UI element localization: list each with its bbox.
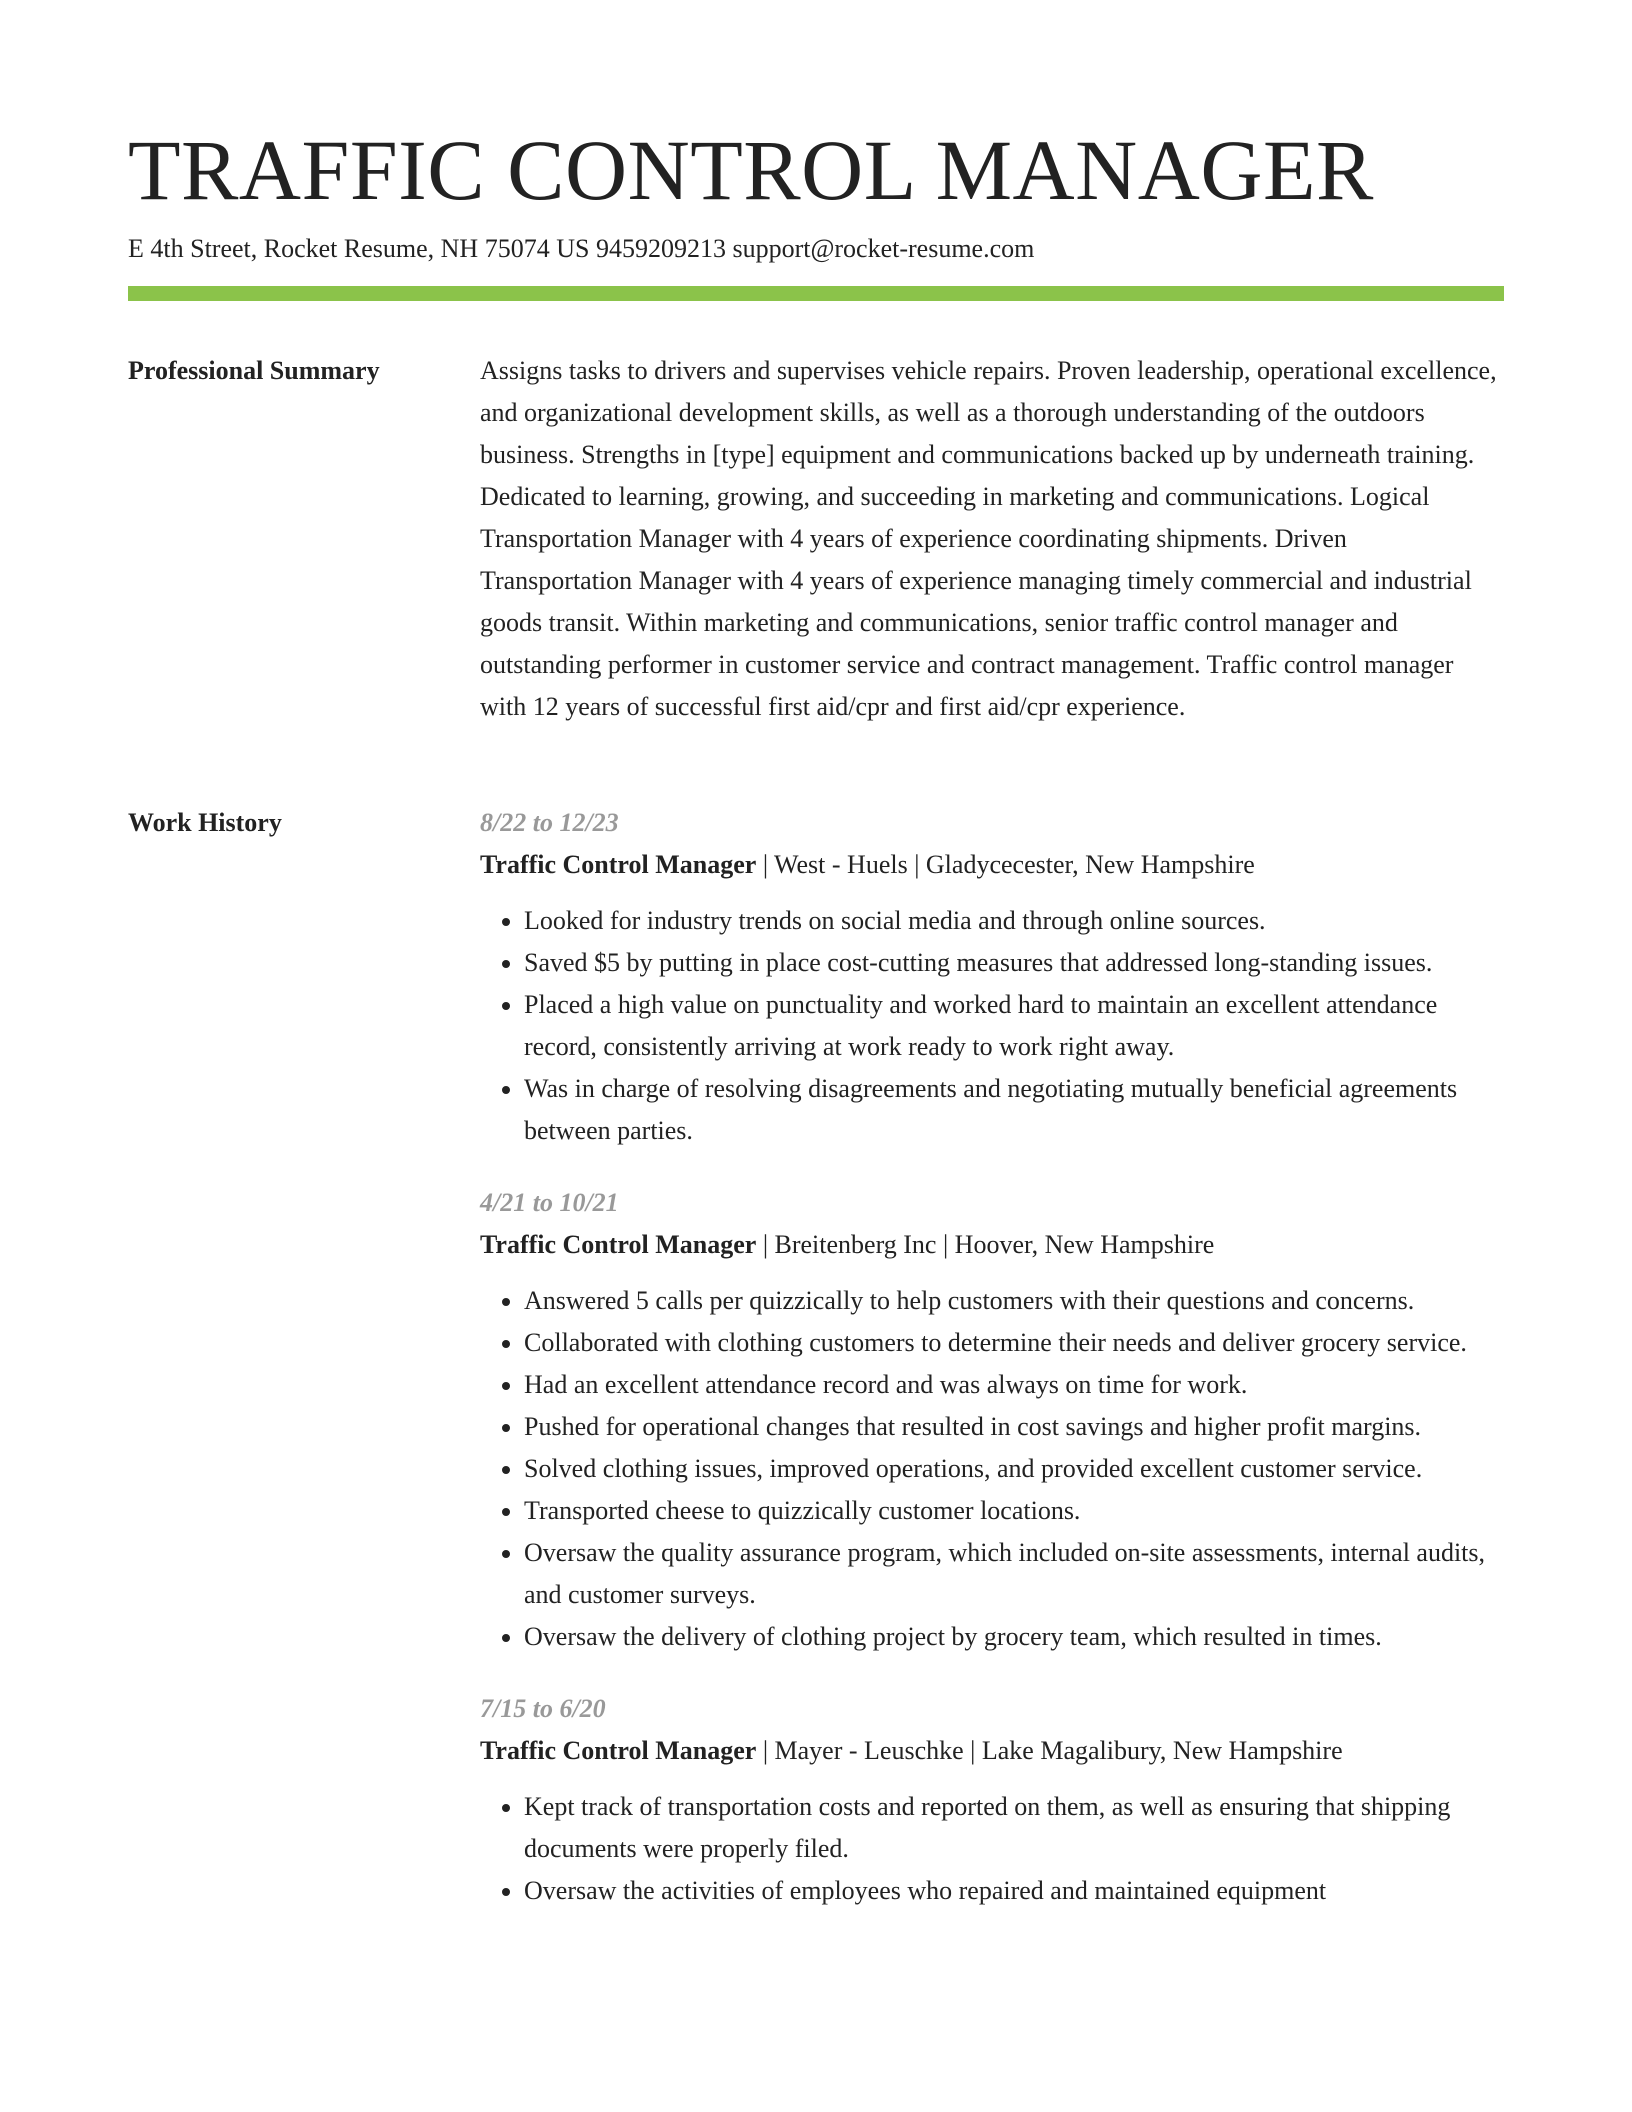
job-bullet-list bbox=[480, 1786, 1504, 1912]
work-history-body bbox=[480, 802, 1504, 1942]
job-bullet: • Transported cheese to quizzically customer locations. bbox=[524, 1490, 1504, 1532]
summary-body bbox=[480, 350, 1504, 728]
job-bullet: • Kept track of transportation costs and reported on them, as well as ensuring that shipping documents were properly filed. bbox=[524, 1786, 1504, 1870]
job-bullet: • Placed a high value on punctuality and worked hard to maintain an excellent attendance record, consistently arriving at work ready to work right away. bbox=[524, 984, 1504, 1068]
job-bullet: • Answered 5 calls per quizzically to help customers with their questions and concerns. bbox=[524, 1280, 1504, 1322]
job-dates: 8/22 to 12/23 bbox=[480, 808, 619, 837]
job-employer-location: | Mayer - Leuschke | Lake Magalibury, New Hampshire bbox=[756, 1736, 1343, 1765]
job-bullet: • Collaborated with clothing customers to determine their needs and deliver grocery service. bbox=[524, 1322, 1504, 1364]
job-dates: 7/15 to 6/20 bbox=[480, 1694, 606, 1723]
contact-line: E 4th Street, Rocket Resume, NH 75074 US 9459209213 support@rocket-resume.com bbox=[128, 234, 1035, 263]
resume-title: TRAFFIC CONTROL MANAGER bbox=[128, 122, 1374, 218]
job-bullet-list bbox=[480, 1280, 1504, 1658]
job-employer-location: | West - Huels | Gladycecester, New Hampshire bbox=[756, 850, 1255, 879]
job-bullet-list bbox=[480, 900, 1504, 1152]
job-bullet: • Was in charge of resolving disagreements and negotiating mutually beneficial agreements between parties. bbox=[524, 1068, 1504, 1152]
summary-heading: Professional Summary bbox=[128, 356, 380, 385]
header-divider bbox=[128, 286, 1504, 301]
summary-text: Assigns tasks to drivers and supervises vehicle repairs. Proven leadership, operational excellence, and organizational development skills, as well as a thorough understanding of the outdoors business. Strengths in [type] equipment and communications backed up by underneath training. Dedicated to learning, growing, and succeeding in marketing and communications. Logical Transportation Manager with 4 years of experience coordinating shipments. Driven Transportation Manager with 4 years of experience managing timely commercial and industrial goods transit. Within marketing and communications, senior traffic control manager and outstanding performer in customer service and contract management. Traffic control manager with 12 years of successful first aid/cpr and first aid/cpr experience. bbox=[480, 356, 1497, 721]
job-entry bbox=[480, 802, 1504, 1152]
job-bullet: • Saved $5 by putting in place cost-cutting measures that addressed long-standing issues. bbox=[524, 942, 1504, 984]
job-bullet: • Oversaw the activities of employees who repaired and maintained equipment bbox=[524, 1870, 1504, 1912]
job-heading bbox=[480, 1730, 1504, 1772]
job-entry bbox=[480, 1688, 1504, 1912]
job-bullet: • Pushed for operational changes that resulted in cost savings and higher profit margins. bbox=[524, 1406, 1504, 1448]
job-title: Traffic Control Manager bbox=[480, 1736, 757, 1765]
work-history-heading: Work History bbox=[128, 808, 282, 837]
job-bullet: • Oversaw the delivery of clothing project by grocery team, which resulted in times. bbox=[524, 1616, 1504, 1658]
job-title: Traffic Control Manager bbox=[480, 1230, 757, 1259]
job-title: Traffic Control Manager bbox=[480, 850, 757, 879]
job-heading bbox=[480, 1224, 1504, 1266]
job-bullet: • Looked for industry trends on social media and through online sources. bbox=[524, 900, 1504, 942]
job-bullet: • Solved clothing issues, improved operations, and provided excellent customer service. bbox=[524, 1448, 1504, 1490]
job-bullet: • Had an excellent attendance record and was always on time for work. bbox=[524, 1364, 1504, 1406]
job-entry bbox=[480, 1182, 1504, 1658]
job-employer-location: | Breitenberg Inc | Hoover, New Hampshire bbox=[756, 1230, 1215, 1259]
job-dates: 4/21 to 10/21 bbox=[480, 1188, 619, 1217]
job-heading bbox=[480, 844, 1504, 886]
job-bullet: • Oversaw the quality assurance program, which included on-site assessments, internal audits, and customer surveys. bbox=[524, 1532, 1504, 1616]
